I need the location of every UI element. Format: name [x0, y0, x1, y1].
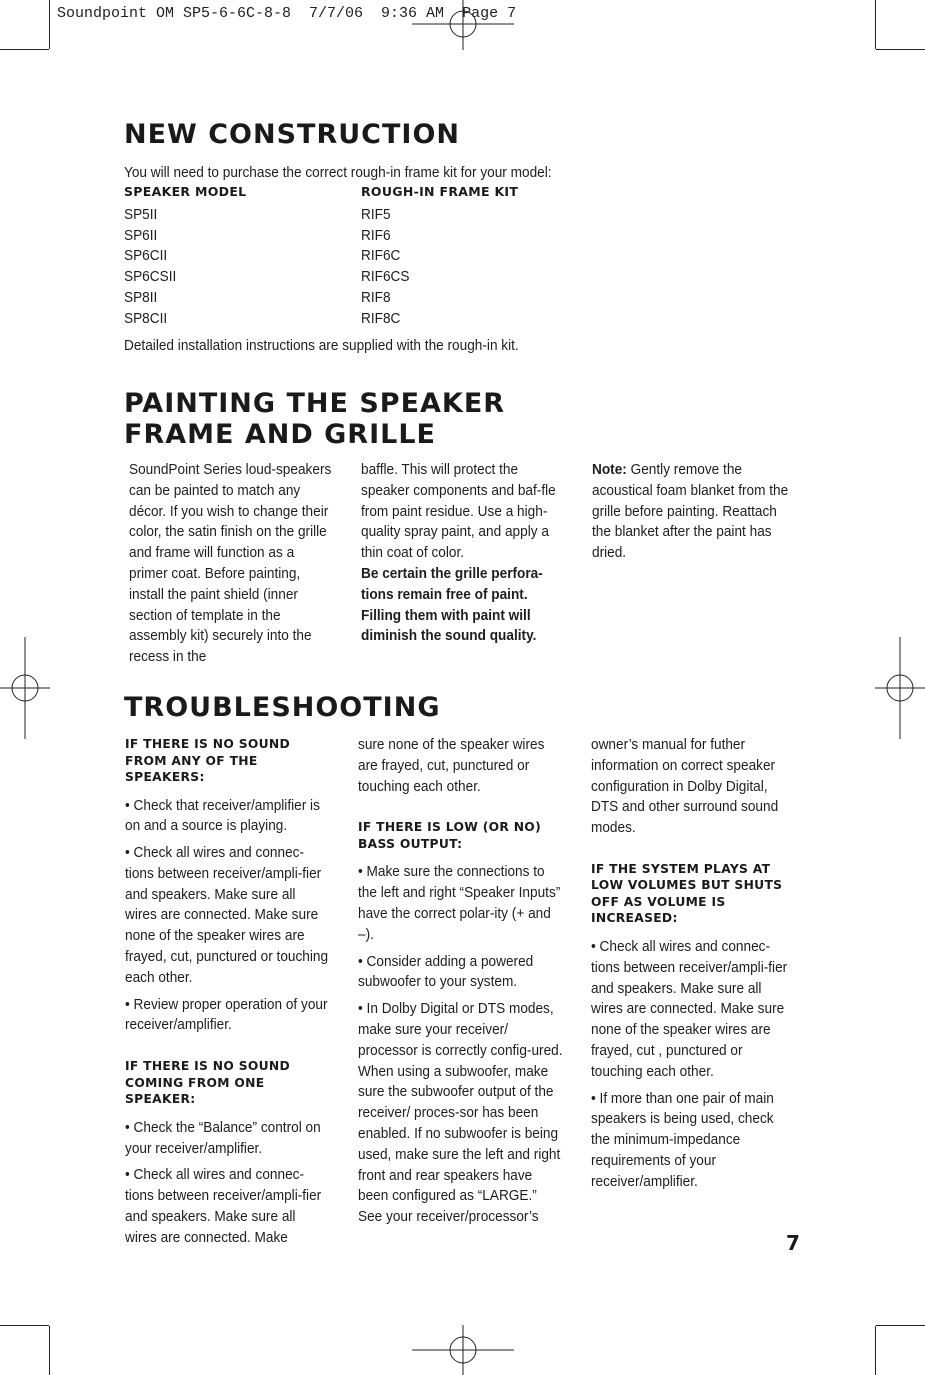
rough-in-kit-cell: RIF6: [361, 227, 391, 244]
new-construction-intro: You will need to purchase the correct rough-in frame kit for your model:: [124, 165, 552, 181]
painting-warning: Be certain the grille perfora-tions remain free of paint. Filling them with paint will diminish the sound quality.: [361, 565, 543, 645]
crop-mark-bottom-right-h: [876, 1325, 925, 1326]
painting-heading-line1: PAINTING THE SPEAKER: [124, 388, 506, 419]
painting-column-1: SoundPoint Series loud-speakers can be painted to match any décor. If you wish to change their color, the satin finish on the grille and frame will function as a primer coat. Before painting, install the paint shield (inner section of template in the assembly kit) securely into the recess in the: [129, 462, 332, 666]
table-row: [124, 288, 518, 309]
list-item: • Make sure the connections to the left and right “Speaker Inputs” have the correct polar-ity (+ and –).: [358, 864, 561, 943]
page-number: 7: [786, 1231, 800, 1255]
new-construction-footer: Detailed installation instructions are supplied with the rough-in kit.: [124, 338, 519, 354]
column-header-rough-in-kit: ROUGH-IN FRAME KIT: [361, 184, 519, 199]
speaker-model-cell: SP6CSII: [124, 269, 177, 286]
crop-mark-top-right-v: [875, 0, 876, 49]
list-item: • Review proper operation of your receiver/amplifier.: [125, 996, 328, 1034]
speaker-model-cell: SP8CII: [124, 310, 168, 327]
list-item: • Check all wires and connec-tions between receiver/ampli-fier and speakers. Make sure all wires are connected. Make: [125, 1167, 322, 1246]
troubleshooting-column-1: [125, 736, 343, 1249]
registration-mark-right-icon: [875, 637, 925, 739]
painting-heading-line2: FRAME AND GRILLE: [124, 419, 436, 450]
crop-mark-bottom-right-v: [875, 1326, 876, 1375]
registration-mark-top-icon: [412, 0, 514, 50]
rough-in-kit-cell: RIF5: [361, 206, 391, 223]
painting-instructions: baffle. This will protect the speaker components and baf-fle from paint residue. Use a high-quality spray paint, and apply a thin coat of color.: [361, 462, 556, 562]
rough-in-kit-cell: RIF6C: [361, 248, 401, 265]
speaker-model-cell: SP5II: [124, 206, 158, 223]
list-item: • In Dolby Digital or DTS modes, make sure your receiver/ processor is correctly config-ured. When using a subwoofer, make sure the subwoofer output of the receiver/ proces-sor has been enabled. If no subwoofer is being used, make sure the left and right front and rear speakers have been configured as “LARGE.” See your receiver/processor’s: [358, 1001, 563, 1226]
painting-column-2: [361, 460, 577, 647]
registration-mark-left-icon: [0, 637, 50, 739]
rough-in-kit-cell: RIF6CS: [361, 269, 410, 286]
rough-in-kit-cell: RIF8C: [361, 310, 401, 327]
new-construction-heading: NEW CONSTRUCTION: [124, 119, 460, 150]
table-row: [124, 226, 518, 247]
section-heading-shuts-off: IF THE SYSTEM PLAYS AT LOW VOLUMES BUT SHUTS OFF AS VOLUME IS INCREASED:: [591, 861, 783, 926]
troubleshooting-column-2: [358, 735, 578, 1228]
table-row: [124, 267, 518, 288]
painting-note: [592, 460, 791, 564]
crop-mark-top-left-h: [0, 49, 49, 50]
section-heading-no-sound-one: IF THERE IS NO SOUND COMING FROM ONE SPEAKER:: [125, 1059, 291, 1107]
list-item: • Consider adding a powered subwoofer to your system.: [358, 953, 534, 991]
list-item: • Check the “Balance” control on your receiver/amplifier.: [125, 1119, 321, 1157]
crop-mark-bottom-left-h: [0, 1325, 49, 1326]
speaker-model-cell: SP6II: [124, 227, 158, 244]
list-item-continued: sure none of the speaker wires are frayed, cut, punctured or touching each other.: [358, 737, 545, 795]
crop-mark-bottom-left-v: [49, 1326, 50, 1375]
list-item: • Check all wires and connec-tions between receiver/ampli-fier and speakers. Make sure all wires are connected. Make sure none of the speaker wires are frayed, cut , punctured or touching each other.: [591, 938, 788, 1080]
troubleshooting-column-3: [591, 735, 809, 1193]
registration-mark-bottom-icon: [412, 1325, 514, 1375]
table-row: [124, 205, 518, 226]
speaker-model-cell: SP8II: [124, 289, 158, 306]
list-item-continued: owner’s manual for futher information on correct speaker configuration in Dolby Digital, DTS and other surround sound modes.: [591, 737, 779, 837]
speaker-model-cell: SP6CII: [124, 248, 168, 265]
rough-in-kit-cell: RIF8: [361, 289, 391, 306]
list-item: • Check all wires and connec-tions between receiver/ampli-fier and speakers. Make sure all wires are connected. Make sure none of the speaker wires are frayed, cut, punctured or touching each other.: [125, 845, 329, 986]
table-row: [124, 309, 518, 330]
list-item: • Check that receiver/amplifier is on and a source is playing.: [125, 797, 320, 835]
crop-mark-top-right-h: [876, 49, 925, 50]
note-text: Gently remove the acoustical foam blanket from the grille before painting. Reattach the blanket after the paint has dried.: [592, 462, 789, 562]
column-header-speaker-model: SPEAKER MODEL: [124, 184, 247, 199]
note-label: Note:: [592, 462, 627, 478]
section-heading-low-bass: IF THERE IS LOW (OR NO) BASS OUTPUT:: [358, 820, 541, 851]
rough-in-kit-table: [124, 184, 518, 330]
troubleshooting-heading: TROUBLESHOOTING: [124, 692, 441, 723]
table-header-row: [124, 184, 518, 205]
print-slug: Soundpoint OM SP5-6-6C-8-8 7/7/06 9:36 AM Page 7: [57, 5, 517, 22]
list-item: • If more than one pair of main speakers is being used, check the minimum-impedance requirements of your receiver/amplifier.: [591, 1090, 774, 1190]
crop-mark-top-left-v: [49, 0, 50, 49]
table-row: [124, 246, 518, 267]
section-heading-no-sound-any: IF THERE IS NO SOUND FROM ANY OF THE SPEAKERS:: [125, 737, 291, 784]
